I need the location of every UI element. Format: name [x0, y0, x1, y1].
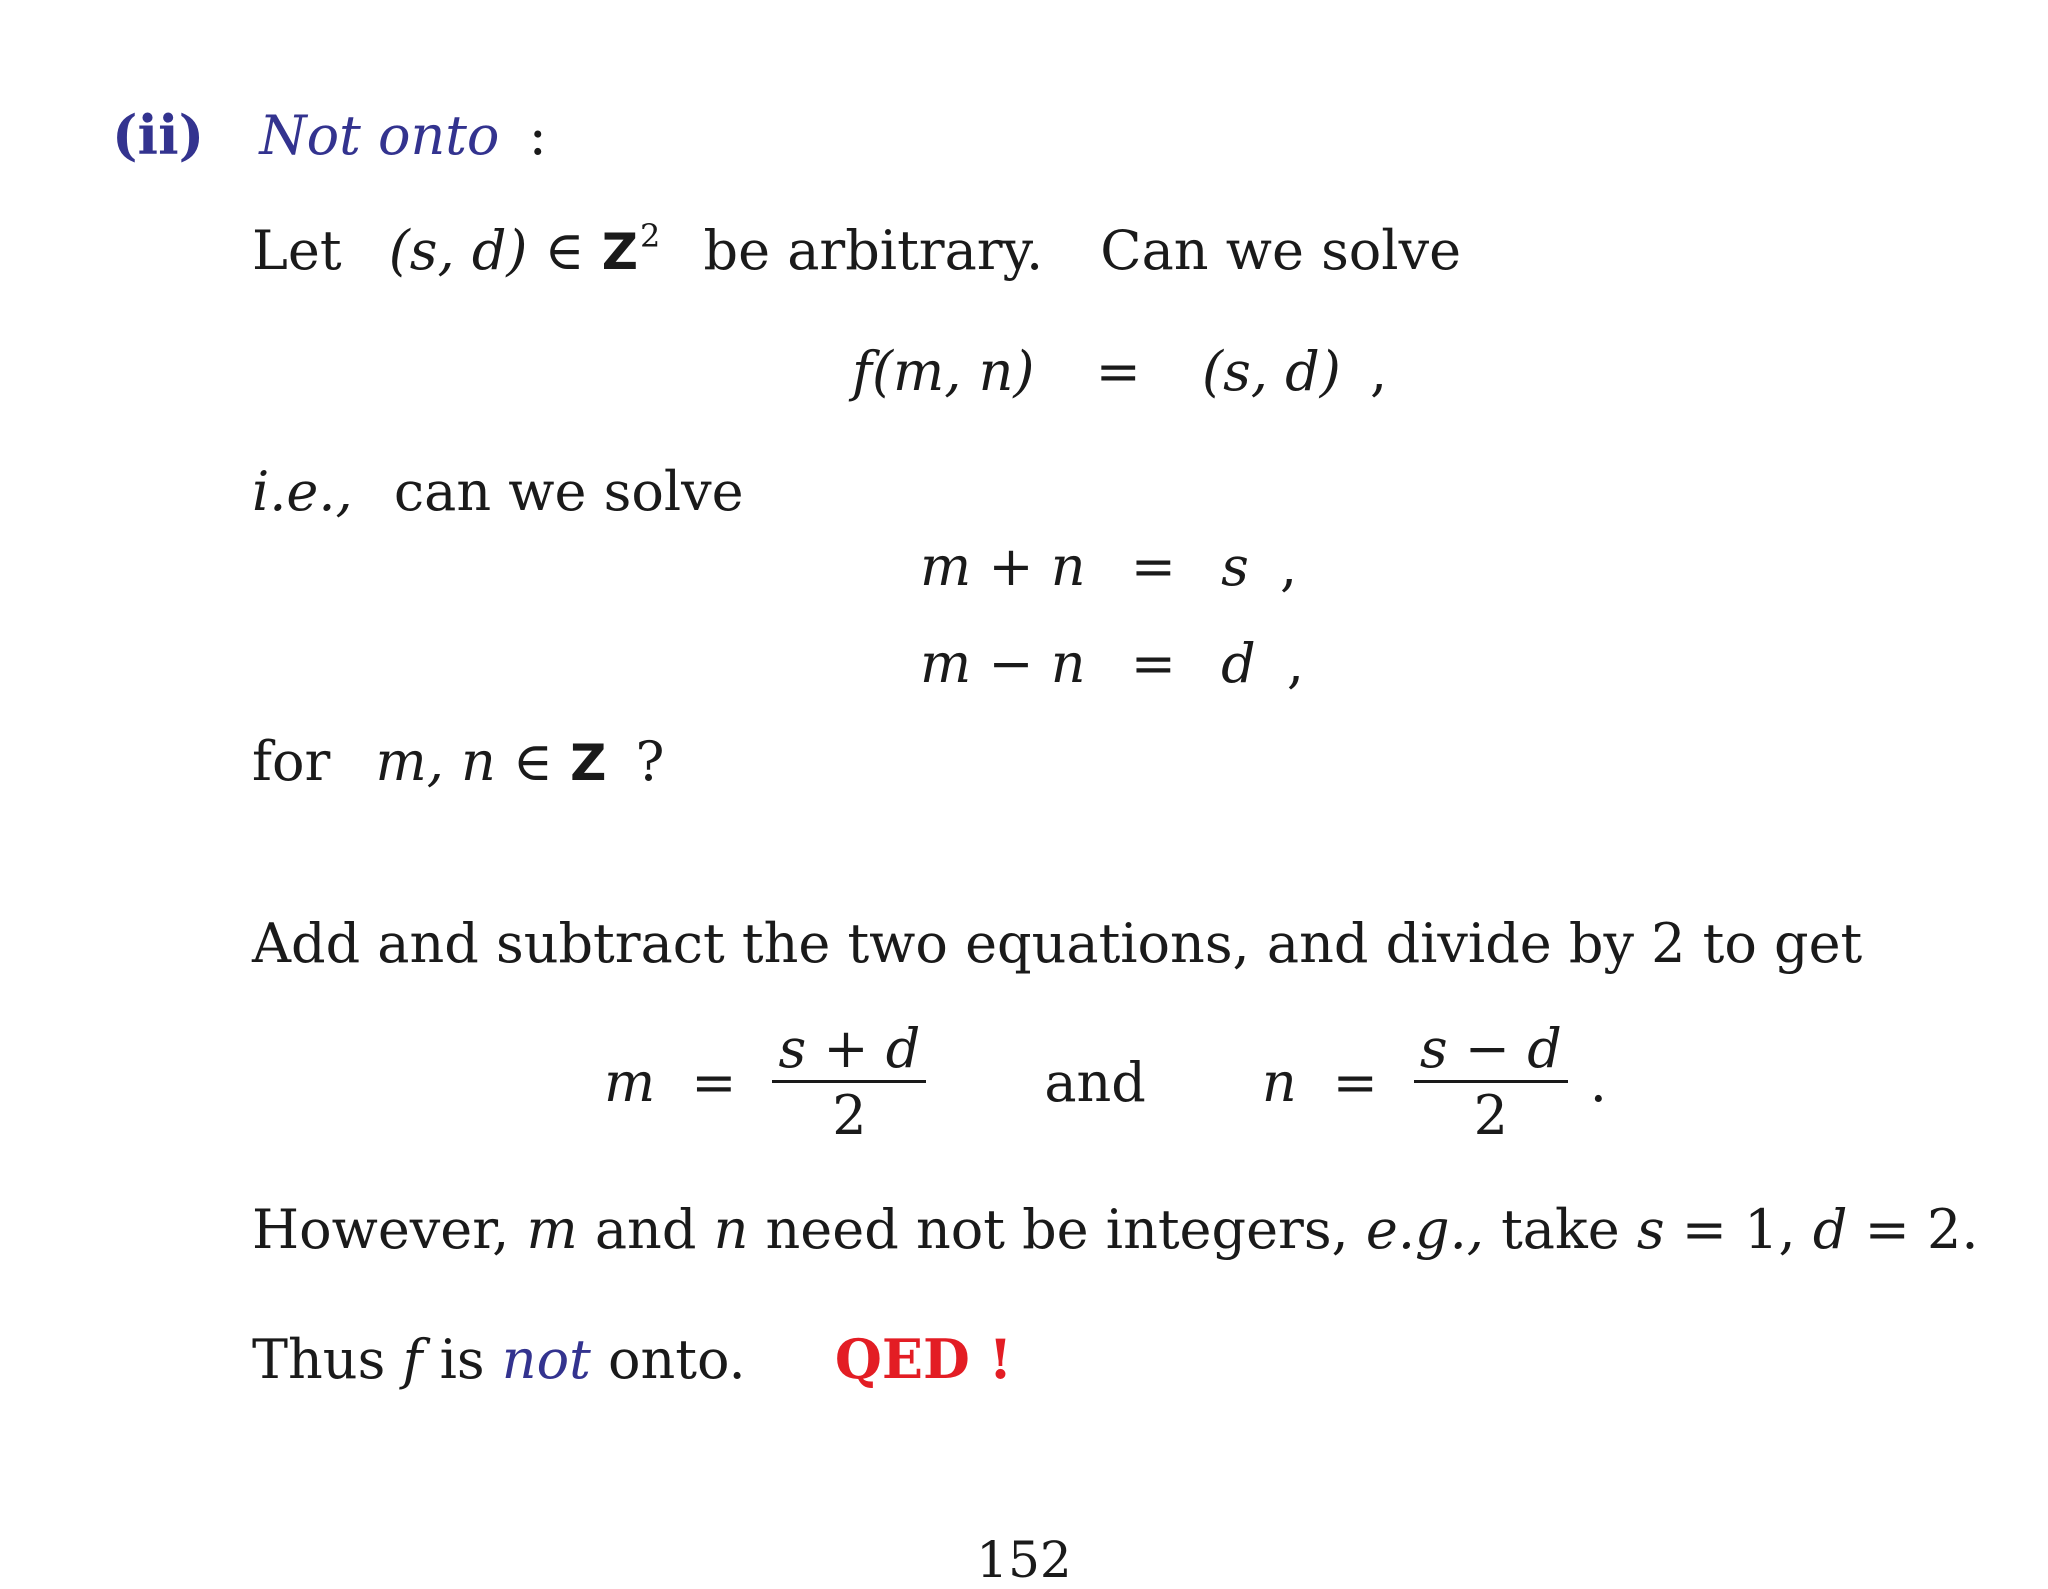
- onto-word: onto.: [607, 1328, 746, 1391]
- sys1-rhs: s: [1221, 535, 1249, 598]
- however-and: and: [594, 1198, 697, 1261]
- sol-n: n: [1261, 1050, 1297, 1114]
- arbitrary-text: be arbitrary.: [703, 219, 1044, 282]
- can-we-solve-text: Can we solve: [1100, 219, 1462, 282]
- however-m: m: [526, 1198, 578, 1261]
- n-fraction: [1414, 1017, 1568, 1147]
- sys2-rhs: d: [1221, 632, 1256, 695]
- statement-line: [252, 217, 1462, 282]
- m-denominator: 2: [832, 1084, 867, 1147]
- eq1-lhs: f(m, n): [852, 340, 1035, 403]
- however-n: n: [713, 1198, 749, 1261]
- thus-f: f: [402, 1328, 423, 1391]
- pair-expr: (s, d) ∈: [388, 219, 602, 282]
- ie-text: can we solve: [393, 460, 744, 523]
- sol-n-equals: =: [1332, 1050, 1378, 1114]
- equals-2: =: [1864, 1198, 1910, 1261]
- sys2-lhs: m − n: [920, 632, 1086, 695]
- system-eq-1: [920, 535, 1298, 598]
- solution-line: [604, 1017, 1607, 1147]
- sys1-punct: ,: [1280, 535, 1298, 598]
- sol-dot: .: [1589, 1050, 1607, 1114]
- equation-f: [852, 340, 1388, 403]
- section-colon: :: [528, 104, 547, 167]
- section-number: (ii): [112, 103, 205, 167]
- sys1-lhs: m + n: [920, 535, 1086, 598]
- value-two: 2.: [1927, 1198, 1979, 1261]
- eq1-punct: ,: [1369, 340, 1388, 403]
- value-one: 1,: [1744, 1198, 1796, 1261]
- thus-word: Thus: [252, 1328, 386, 1391]
- sys2-equals: =: [1130, 632, 1176, 695]
- not-emph: not: [501, 1328, 591, 1391]
- equals-1: =: [1681, 1198, 1727, 1261]
- integers-symbol-2: Z: [570, 734, 607, 792]
- for-line: [252, 730, 665, 793]
- system-eq-2: [920, 632, 1305, 695]
- exponent: 2: [640, 217, 661, 255]
- eq1-rhs: (s, d): [1202, 340, 1341, 403]
- section-title: Not onto: [259, 104, 500, 167]
- question-mark: ?: [635, 730, 665, 793]
- however-s: s: [1636, 1198, 1665, 1261]
- sol-and: and: [1044, 1050, 1146, 1114]
- for-word: for: [252, 730, 331, 793]
- page-number: 152: [976, 1531, 1072, 1589]
- however-d: d: [1812, 1198, 1848, 1261]
- however-line: [252, 1198, 1979, 1261]
- take-word: take: [1501, 1198, 1620, 1261]
- however-text: need not be integers,: [765, 1198, 1349, 1261]
- for-vars: m, n ∈: [375, 730, 571, 793]
- add-subtract-line: Add and subtract the two equations, and divide by 2 to get: [252, 912, 1863, 975]
- ie-abbrev: i.e.,: [252, 460, 353, 523]
- n-numerator: s − d: [1419, 1017, 1562, 1080]
- sol-m-equals: =: [691, 1050, 737, 1114]
- sys2-punct: ,: [1286, 632, 1305, 695]
- let-word: Let: [252, 219, 342, 282]
- eg-abbrev: e.g.,: [1365, 1198, 1484, 1261]
- qed-mark: QED !: [834, 1327, 1013, 1391]
- sys1-equals: =: [1130, 535, 1176, 598]
- ie-line: [252, 460, 744, 523]
- m-fraction: [772, 1017, 926, 1147]
- sol-m: m: [604, 1050, 656, 1114]
- eq1-equals: =: [1095, 340, 1141, 403]
- conclusion-line: [252, 1327, 1013, 1391]
- integers-symbol: Z: [601, 223, 639, 281]
- however-word: However,: [252, 1198, 510, 1261]
- is-word: is: [439, 1328, 485, 1391]
- n-denominator: 2: [1473, 1084, 1509, 1147]
- m-numerator: s + d: [778, 1017, 921, 1080]
- section-heading: [112, 103, 547, 167]
